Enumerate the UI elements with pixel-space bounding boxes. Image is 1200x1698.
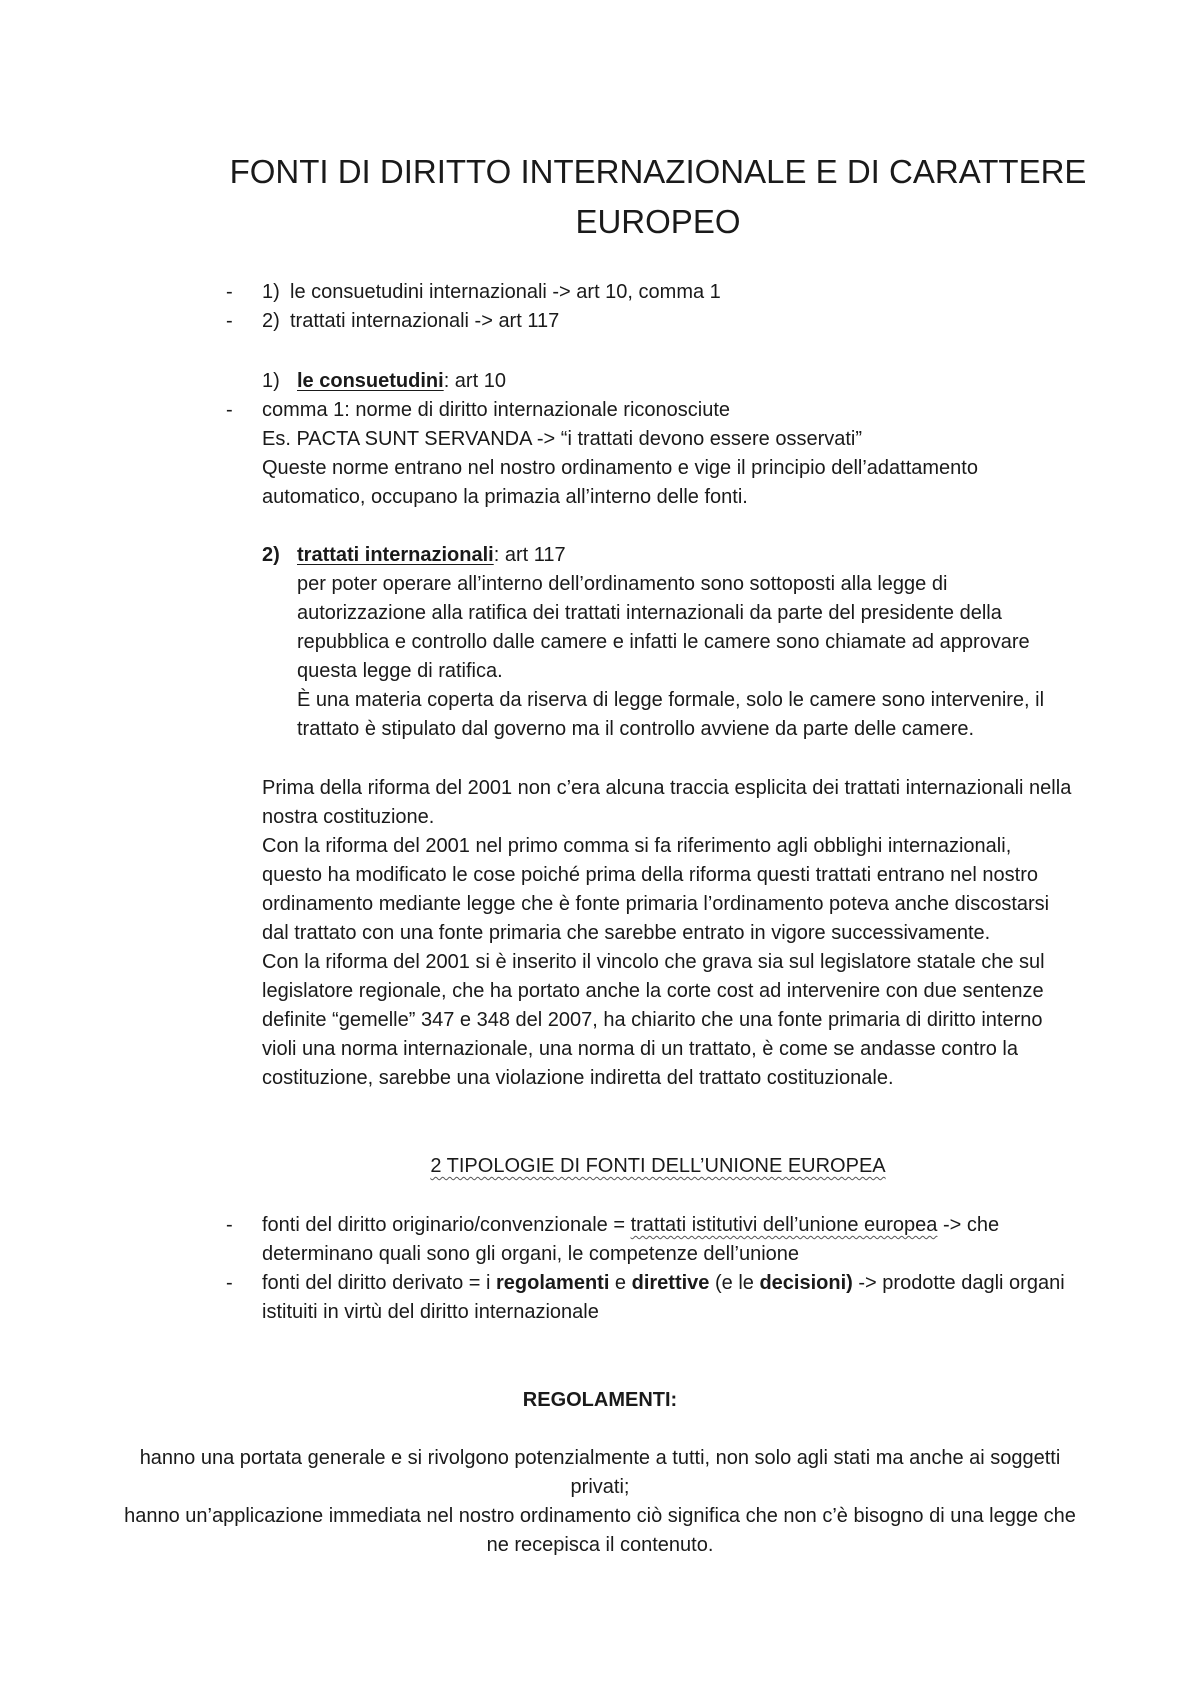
section-text-line: autorizzazione alla ratifica dei trattati internazionali da parte del presidente della: [297, 602, 1002, 624]
paragraph-line: ordinamento mediante legge che è fonte primaria l’ordinamento poteva anche discostarsi: [262, 893, 1050, 915]
document-title: EUROPEO: [575, 203, 741, 240]
centered-text-line: hanno una portata generale e si rivolgono potenzialmente a tutti, non solo agli stati ma anche ai soggetti: [139, 1447, 1061, 1469]
section-reference: : art 10: [443, 370, 506, 392]
section-number: 1): [262, 370, 280, 392]
paragraph-line: Con la riforma del 2001 nel primo comma si fa riferimento agli obblighi internazionali,: [262, 835, 1012, 857]
item-bold-decisioni: decisioni): [759, 1272, 853, 1294]
intro-list-item: [226, 278, 721, 307]
section-term: le consuetudini: [297, 370, 444, 392]
paragraph-line: costituzione, sarebbe una violazione indiretta del trattato costituzionale.: [262, 1067, 894, 1089]
item-text: -> prodotte dagli organi: [852, 1272, 1065, 1294]
item-continuation: determinano quali sono gli organi, le competenze dell’unione: [262, 1243, 800, 1265]
bullet-dash: -: [226, 281, 233, 303]
paragraph-line: Prima della riforma del 2001 non c’era alcuna traccia esplicita dei trattati internazionali nella: [262, 777, 1072, 799]
item-text: trattati internazionali -> art 117: [290, 310, 560, 332]
section-heading-trattati: [262, 541, 566, 570]
paragraph-line: Con la riforma del 2001 si è inserito il vincolo che grava sia sul legislatore statale che sul: [262, 951, 1045, 973]
document-title: FONTI DI DIRITTO INTERNAZIONALE E DI CARATTERE: [229, 153, 1087, 190]
section-text-line: È una materia coperta da riserva di legge formale, solo le camere sono intervenire, il: [297, 689, 1045, 711]
item-text: fonti del diritto originario/convenzionale =: [262, 1214, 631, 1236]
paragraph-line: legislatore regionale, che ha portato anche la corte cost ad intervenire con due sentenze: [262, 980, 1044, 1002]
item-text: -> che: [937, 1214, 1000, 1236]
paragraph-line: dal trattato con una fonte primaria che sarebbe entrato in vigore successivamente.: [262, 922, 991, 944]
section-text-line: repubblica e controllo dalle camere e infatti le camere sono chiamate ad approvare: [297, 631, 1030, 653]
paragraph-line: violi una norma internazionale, una norma di un trattato, è come se andasse contro la: [262, 1038, 1018, 1060]
item-number: 2): [262, 310, 280, 332]
item-bold-regolamenti: regolamenti: [496, 1272, 610, 1294]
paragraph-line: nostra costituzione.: [262, 806, 435, 828]
item-bold-direttive: direttive: [631, 1272, 710, 1294]
paragraph-line: definite “gemelle” 347 e 348 del 2007, ha chiarito che una fonte primaria di diritto interno: [262, 1009, 1043, 1031]
item-number: 1): [262, 281, 280, 303]
section-heading-regolamenti: REGOLAMENTI:: [522, 1389, 678, 1411]
section-reference: : art 117: [493, 544, 566, 566]
section-term: trattati internazionali: [297, 544, 494, 566]
centered-text-line: privati;: [570, 1476, 630, 1498]
section-text-line: per poter operare all’interno dell’ordinamento sono sottoposti alla legge di: [297, 573, 948, 595]
section-number: 2): [262, 544, 280, 566]
section-heading-fonti-ue: [226, 1152, 1090, 1181]
section-bullet-line: [226, 396, 730, 425]
bullet-dash: -: [226, 399, 233, 421]
section-text-line: questa legge di ratifica.: [297, 660, 503, 682]
paragraph-line: questo ha modificato le cose poiché prima della riforma questi trattati entrano nel nostro: [262, 864, 1038, 886]
item-text: (e le: [709, 1272, 760, 1294]
eu-source-item-originario: [226, 1211, 999, 1240]
section-text-line: Queste norme entrano nel nostro ordinamento e vige il principio dell’adattamento: [262, 457, 978, 479]
centered-text-line: ne recepisca il contenuto.: [486, 1534, 714, 1556]
item-continuation: istituiti in virtù del diritto internazionale: [262, 1301, 599, 1323]
bullet-dash: -: [226, 1272, 233, 1294]
section-text-line: automatico, occupano la primazia all’interno delle fonti.: [262, 486, 748, 508]
bullet-dash: -: [226, 1214, 233, 1236]
centered-text-line: hanno un’applicazione immediata nel nostro ordinamento ciò significa che non c’è bisogno di una legge che: [124, 1505, 1076, 1527]
intro-list-item: [226, 307, 559, 336]
item-text: fonti del diritto derivato = i: [262, 1272, 497, 1294]
item-text: e: [609, 1272, 632, 1294]
item-highlight: trattati istitutivi dell’unione europea: [630, 1214, 938, 1236]
eu-source-item-derivato: [226, 1269, 1065, 1298]
section-heading-text: 2 TIPOLOGIE DI FONTI DELL’UNIONE EUROPEA: [430, 1155, 886, 1177]
item-text: le consuetudini internazionali -> art 10, comma 1: [290, 281, 721, 303]
bullet-dash: -: [226, 310, 233, 332]
section-text-line: trattato è stipulato dal governo ma il controllo avviene da parte delle camere.: [297, 718, 975, 740]
section-heading-consuetudini: [262, 367, 506, 396]
section-text-line: comma 1: norme di diritto internazionale riconosciute: [262, 399, 730, 421]
section-text-line: Es. PACTA SUNT SERVANDA -> “i trattati devono essere osservati”: [262, 428, 863, 450]
